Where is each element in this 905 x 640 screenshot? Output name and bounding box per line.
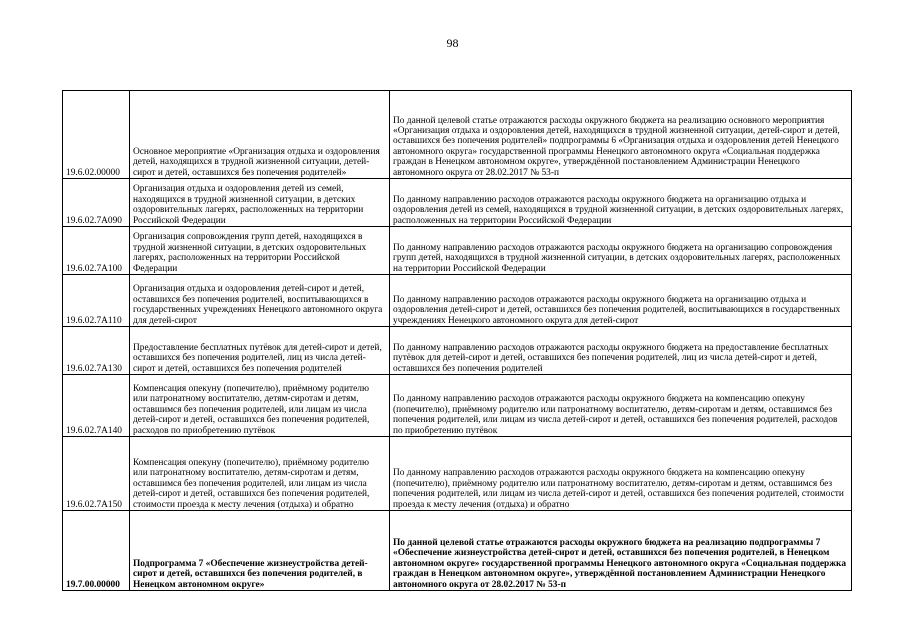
table-row (63, 375, 852, 437)
table-row (63, 511, 852, 591)
row-code: 19.6.02.7А130 (63, 327, 130, 375)
row-code: 19.7.00.00000 (63, 511, 130, 591)
row-name: Основное мероприятие «Организация отдыха и оздоровления детей, находящихся в трудной жизненной ситуации, детей-сирот и детей, оставшихся без попечения родителей» (130, 91, 390, 179)
row-code: 19.6.02.7А110 (63, 275, 130, 327)
budget-classification-table (62, 90, 852, 591)
row-description: По данной целевой статье отражаются расходы окружного бюджета на реализацию основного мероприятия «Организация отдыха и оздоровления детей, находящихся в трудной жизненной ситуации, детей-сирот и детей, оставшихся без попечения родителей» подпрограммы 6 «Организация отдыха и оздоровления детей Ненецкого автономного округа» государственной программы Ненецкого автономного округа «Социальная поддержка граждан в Ненецком автономном округе», утверждённой постановлением Администрации Ненецкого автономного округа от 28.02.2017 № 53-п (390, 91, 852, 179)
row-code: 19.6.02.7А090 (63, 179, 130, 227)
table-row (63, 227, 852, 275)
row-code: 19.6.02.7А150 (63, 437, 130, 511)
page-number: 98 (446, 36, 459, 50)
row-name: Подпрограмма 7 «Обеспечение жизнеустройства детей-сирот и детей, оставшихся без попечения родителей, в Ненецком автономном округе» (130, 511, 390, 591)
row-name: Организация сопровождения групп детей, находящихся в трудной жизненной ситуации, в детских оздоровительных лагерях, расположенных на территории Российской Федерации (130, 227, 390, 275)
row-name: Организация отдыха и оздоровления детей-сирот и детей, оставшихся без попечения родителей, воспитывающихся в государственных учреждениях Ненецкого автономного округа для детей-сирот (130, 275, 390, 327)
row-code: 19.6.02.7А100 (63, 227, 130, 275)
row-name: Компенсация опекуну (попечителю), приёмному родителю или патронатному воспитателю, детям-сиротам и детям, оставшимся без попечения родителей, или лицам из числа детей-сирот и детей, оставшихся без попечения родителей, расходов по приобретению путёвок (130, 375, 390, 437)
row-description: По данному направлению расходов отражаются расходы окружного бюджета на компенсацию опекуну (попечителю), приёмному родителю или патронатному воспитателю, детям-сиротам и детям, оставшимся без попечения родителей, или лицам из числа детей-сирот и детей, оставшихся без попечения родителей, расходов по приобретению путёвок (390, 375, 852, 437)
table-row (63, 327, 852, 375)
row-name: Предоставление бесплатных путёвок для детей-сирот и детей, оставшихся без попечения родителей, лиц из числа детей-сирот и детей, оставшихся без попечения родителей (130, 327, 390, 375)
table-row (63, 437, 852, 511)
row-description: По данному направлению расходов отражаются расходы окружного бюджета на компенсацию опекуну (попечителю), приёмному родителю или патронатному воспитателю, детям-сиротам и детям, оставшимся без попечения родителей, или лицам из числа детей-сирот и детей, оставшихся без попечения родителей, стоимости проезда к месту лечения (отдыха) и обратно (390, 437, 852, 511)
row-name: Компенсация опекуну (попечителю), приёмному родителю или патронатному воспитателю, детям-сиротам и детям, оставшимся без попечения родителей, или лицам из числа детей-сирот и детей, оставшихся без попечения родителей, стоимости проезда к месту лечения (отдыха) и обратно (130, 437, 390, 511)
table-row (63, 275, 852, 327)
row-description: По данному направлению расходов отражаются расходы окружного бюджета на предоставление бесплатных путёвок для детей-сирот и детей, оставшихся без попечения родителей, лиц из числа детей-сирот и детей, оставшихся без попечения родителей (390, 327, 852, 375)
row-name: Организация отдыха и оздоровления детей из семей, находящихся в трудной жизненной ситуации, в детских оздоровительных лагерях, расположенных на территории Российской Федерации (130, 179, 390, 227)
row-description: По данной целевой статье отражаются расходы окружного бюджета на реализацию подпрограммы 7 «Обеспечение жизнеустройства детей-сирот и детей, оставшихся без попечения родителей, в Ненецком автономном округе» государственной программы Ненецкого автономного округа «Социальная поддержка граждан в Ненецком автономном округе», утверждённой постановлением Администрации Ненецкого автономного округа от 28.02.2017 № 53-п (390, 511, 852, 591)
table-row (63, 179, 852, 227)
row-description: По данному направлению расходов отражаются расходы окружного бюджета на организацию отдыха и оздоровления детей-сирот и детей, оставшихся без попечения родителей, воспитывающихся в государственных учреждениях Ненецкого автономного округа для детей-сирот (390, 275, 852, 327)
row-code: 19.6.02.7А140 (63, 375, 130, 437)
row-description: По данному направлению расходов отражаются расходы окружного бюджета на организацию сопровождения групп детей, находящихся в трудной жизненной ситуации, в детских оздоровительных лагерях, расположенных на территории Российской Федерации (390, 227, 852, 275)
table-row (63, 91, 852, 179)
row-description: По данному направлению расходов отражаются расходы окружного бюджета на организацию отдыха и оздоровления детей из семей, находящихся в трудной жизненной ситуации, в детских оздоровительных лагерях, расположенных на территории Российской Федерации (390, 179, 852, 227)
row-code: 19.6.02.00000 (63, 91, 130, 179)
